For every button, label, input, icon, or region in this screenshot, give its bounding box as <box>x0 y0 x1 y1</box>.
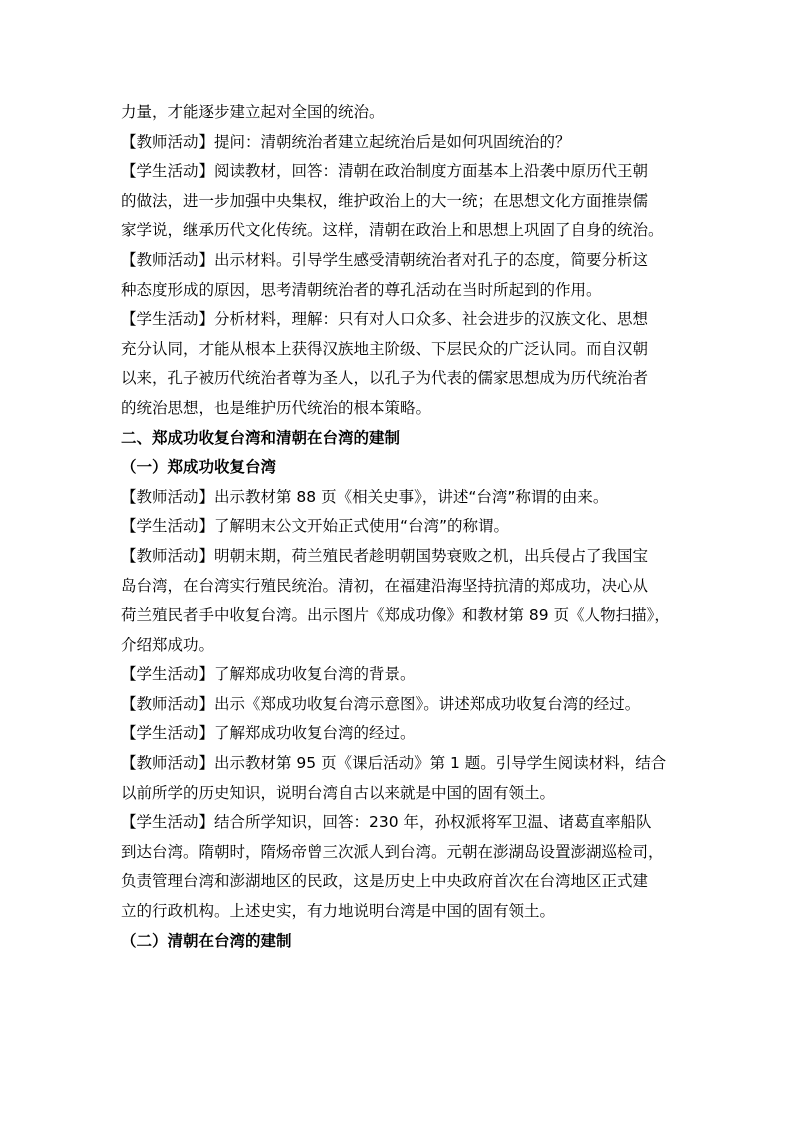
paragraph-line: 种态度形成的原因，思考清朝统治者的尊孔活动在当时所起到的作用。 <box>121 280 602 299</box>
paragraph-line: 【教师活动】提问：清朝统治者建立起统治后是如何巩固统治的？ <box>121 132 571 151</box>
paragraph-line: 荷兰殖民者手中收复台湾。出示图片《郑成功像》和教材第 89 页《人物扫描》， <box>121 606 670 625</box>
paragraph-line: 的统治思想，也是维护历代统治的根本策略。 <box>121 398 432 417</box>
paragraph-line: 岛台湾，在台湾实行殖民统治。清初，在福建沿海坚持抗清的郑成功，决心从 <box>121 576 649 595</box>
paragraph-line: 到达台湾。隋朝时，隋炀帝曾三次派人到台湾。元朝在澎湖岛设置澎湖巡检司， <box>121 842 664 861</box>
paragraph-line: 【教师活动】出示教材第 95 页《课后活动》第 1 题。引导学生阅读材料，结合 <box>121 754 667 773</box>
paragraph-line: 【学生活动】了解明末公文开始正式使用“台湾”的称谓。 <box>121 517 510 536</box>
section-heading: （一）郑成功收复台湾 <box>121 458 277 477</box>
paragraph-line: 【教师活动】明朝末期，荷兰殖民者趁明朝国势衰败之机，出兵侵占了我国宝 <box>121 546 649 565</box>
paragraph-line: 立的行政机构。上述史实，有力地说明台湾是中国的固有领土。 <box>121 902 556 921</box>
paragraph-line: 【学生活动】结合所学知识，回答：230 年，孙权派将军卫温、诸葛直率船队 <box>121 813 652 832</box>
paragraph-line: 【教师活动】出示《郑成功收复台湾示意图》。讲述郑成功收复台湾的经过。 <box>121 694 641 713</box>
paragraph-line: 【学生活动】了解郑成功收复台湾的经过。 <box>121 724 416 743</box>
paragraph-line: 以来，孔子被历代统治者尊为圣人，以孔子为代表的儒家思想成为历代统治者 <box>121 369 649 388</box>
paragraph-line: 力量，才能逐步建立起对全国的统治。 <box>121 103 385 121</box>
paragraph-line: 充分认同，才能从根本上获得汉族地主阶级、下层民众的广泛认同。而自汉朝 <box>121 339 649 358</box>
paragraph-line: 的做法，进一步加强中央集权，维护政治上的大一统；在思想文化方面推崇儒 <box>121 191 649 210</box>
paragraph-line: 介绍郑成功。 <box>121 635 215 654</box>
section-heading: 二、郑成功收复台湾和清朝在台湾的建制 <box>121 428 401 447</box>
paragraph-line: 【学生活动】分析材料，理解：只有对人口众多、社会进步的汉族文化、思想 <box>121 310 649 329</box>
paragraph-line: 负责管理台湾和澎湖地区的民政，这是历史上中央政府首次在台湾地区正式建 <box>121 872 649 891</box>
paragraph-line: 【学生活动】了解郑成功收复台湾的背景。 <box>121 665 416 684</box>
paragraph-line: 【教师活动】出示教材第 88 页《相关史事》，讲述“台湾”称谓的由来。 <box>121 487 609 506</box>
paragraph-line: 【学生活动】阅读教材，回答：清朝在政治制度方面基本上沿袭中原历代王朝 <box>121 162 649 181</box>
document-body <box>121 98 681 956</box>
section-heading: （二）清朝在台湾的建制 <box>121 931 292 950</box>
paragraph-line: 【教师活动】出示材料。引导学生感受清朝统治者对孔子的态度，简要分析这 <box>121 250 649 269</box>
paragraph-line: 以前所学的历史知识，说明台湾自古以来就是中国的固有领土。 <box>121 783 556 802</box>
paragraph-line: 家学说，继承历代文化传统。这样，清朝在政治上和思想上巩固了自身的统治。 <box>121 221 664 240</box>
